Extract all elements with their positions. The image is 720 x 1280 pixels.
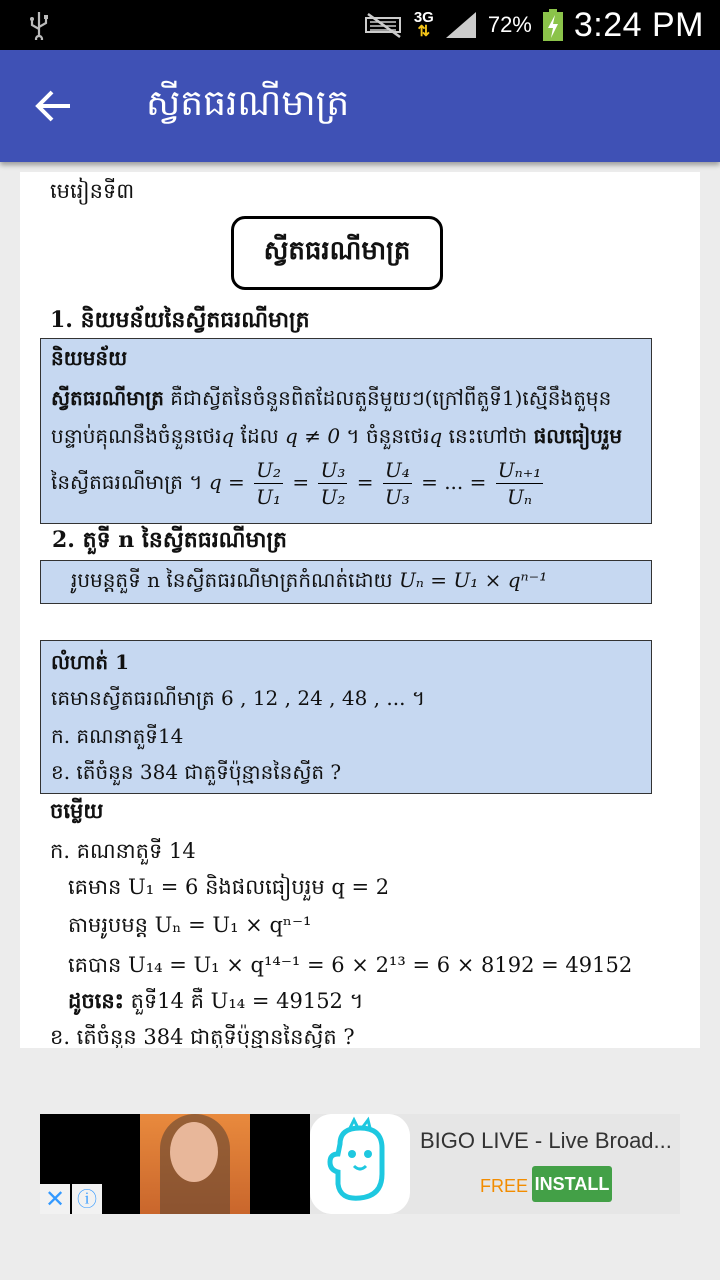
nth-term-box xyxy=(40,560,652,604)
lesson-number: មេរៀនទី៣ xyxy=(50,179,135,203)
ad-app-name[interactable]: BIGO LIVE - Live Broad... xyxy=(420,1128,672,1153)
fraction: $\frac{\text{U₃}}{\text{U₂}}$ xyxy=(320,458,346,509)
page-title: ស្វីតធរណីមាត្រ xyxy=(146,83,350,124)
section2-heading: 2. តួទី n នៃស្វីតធរណីមាត្រ xyxy=(52,527,287,553)
bigo-app-icon[interactable] xyxy=(310,1114,410,1214)
answer-line-3: គេបាន U₁₄ = U₁ × q¹⁴⁻¹ = 6 × 2¹³ = 6 × 8192 = 49152 xyxy=(68,953,633,977)
answer-a-heading: ក. គណនាតួទី 14 xyxy=(50,839,196,863)
ad-info-icon[interactable]: ⓘ xyxy=(72,1184,102,1214)
answer-label: ចម្លើយ xyxy=(50,798,104,823)
exercise-line-3: ខ. តើចំនួន 384 ជាតួទីប៉ុន្មាននៃស្វីត ? xyxy=(51,760,342,784)
ad-banner[interactable] xyxy=(40,1114,680,1214)
back-arrow-icon[interactable] xyxy=(34,86,74,126)
lesson-content[interactable] xyxy=(20,172,700,1048)
usb-icon xyxy=(26,10,52,40)
answer-line-2: តាមរូបមន្ត Uₙ = U₁ × qⁿ⁻¹ xyxy=(68,913,312,937)
exercise-line-2: ក. គណនាតួទី14 xyxy=(51,724,184,748)
ad-price: FREE xyxy=(480,1176,529,1196)
battery-charging-icon xyxy=(542,8,564,42)
answer-line-1: គេមាន U₁ = 6 និងផលធៀបរួម q = 2 xyxy=(68,875,390,899)
answer-b-heading: ខ. តើចំនួន 384 ជាតួទីប៉ុន្មាននៃស្វីត ? xyxy=(50,1025,355,1048)
exercise-box xyxy=(40,640,652,794)
definition-label: និយមន័យ xyxy=(51,346,128,370)
fraction: $\frac{\text{U₄}}{\text{U₃}}$ xyxy=(384,458,410,509)
clock: 3:24 PM xyxy=(573,5,704,44)
signal-mute-icon xyxy=(364,10,404,40)
definition-line-1: ស្វីតធរណីមាត្រ គឺជាស្វីតនៃចំនួនពិតដែលតួនីមួយៗ(ក្រៅពីតួទី1)ស្មើនឹងតួមុន xyxy=(51,386,612,410)
ad-close-icon[interactable]: ✕ xyxy=(40,1184,70,1214)
exercise-line-1: គេមានស្វីតធរណីមាត្រ 6 , 12 , 24 , 48 , ... ។ xyxy=(51,686,426,710)
ratio-formula: នៃស្វីតធរណីមាត្រ ។ q = $\frac{\text{U₂}}{\text{U₁}}$ = $\frac{\text{U₃}}{\text{U₂}}$ = $\frac{\text{U₄}}{\text{U₃}}$ = ... = $\frac{\text{Uₙ₊₁}}{\text{Uₙ}}$ xyxy=(51,458,542,509)
lesson-title-box: ស្វីតធរណីមាត្រ xyxy=(231,216,443,290)
exercise-label: លំហាត់ 1 xyxy=(51,650,130,674)
install-button[interactable]: INSTALL xyxy=(532,1166,612,1202)
fraction: $\frac{\text{Uₙ₊₁}}{\text{Uₙ}}$ xyxy=(497,458,542,509)
app-bar xyxy=(0,50,720,162)
nth-term-formula: រូបមន្តតួទី n នៃស្វីតធរណីមាត្រកំណត់ដោយ Uₙ = U₁ × qⁿ⁻¹ xyxy=(71,568,548,592)
status-bar xyxy=(0,0,720,50)
battery-percent: 72% xyxy=(487,12,532,37)
definition-line-2: បន្ទាប់គុណនឹងចំនួនថេរq ដែល q ≠ 0 ។ ចំនួនថេរq នេះហៅថា ផលធៀបរួម xyxy=(51,424,623,448)
answer-line-4: ដូចនេះ តួទី14 គឺ U₁₄ = 49152 ។ xyxy=(68,988,364,1013)
network-type: 3G ⇅ xyxy=(413,9,434,40)
cell-signal-icon xyxy=(444,10,478,40)
fraction: $\frac{\text{U₂}}{\text{U₁}}$ xyxy=(256,458,281,509)
section1-heading: 1. និយមន័យនៃស្វីតធរណីមាត្រ xyxy=(50,307,310,333)
definition-box xyxy=(40,338,652,524)
